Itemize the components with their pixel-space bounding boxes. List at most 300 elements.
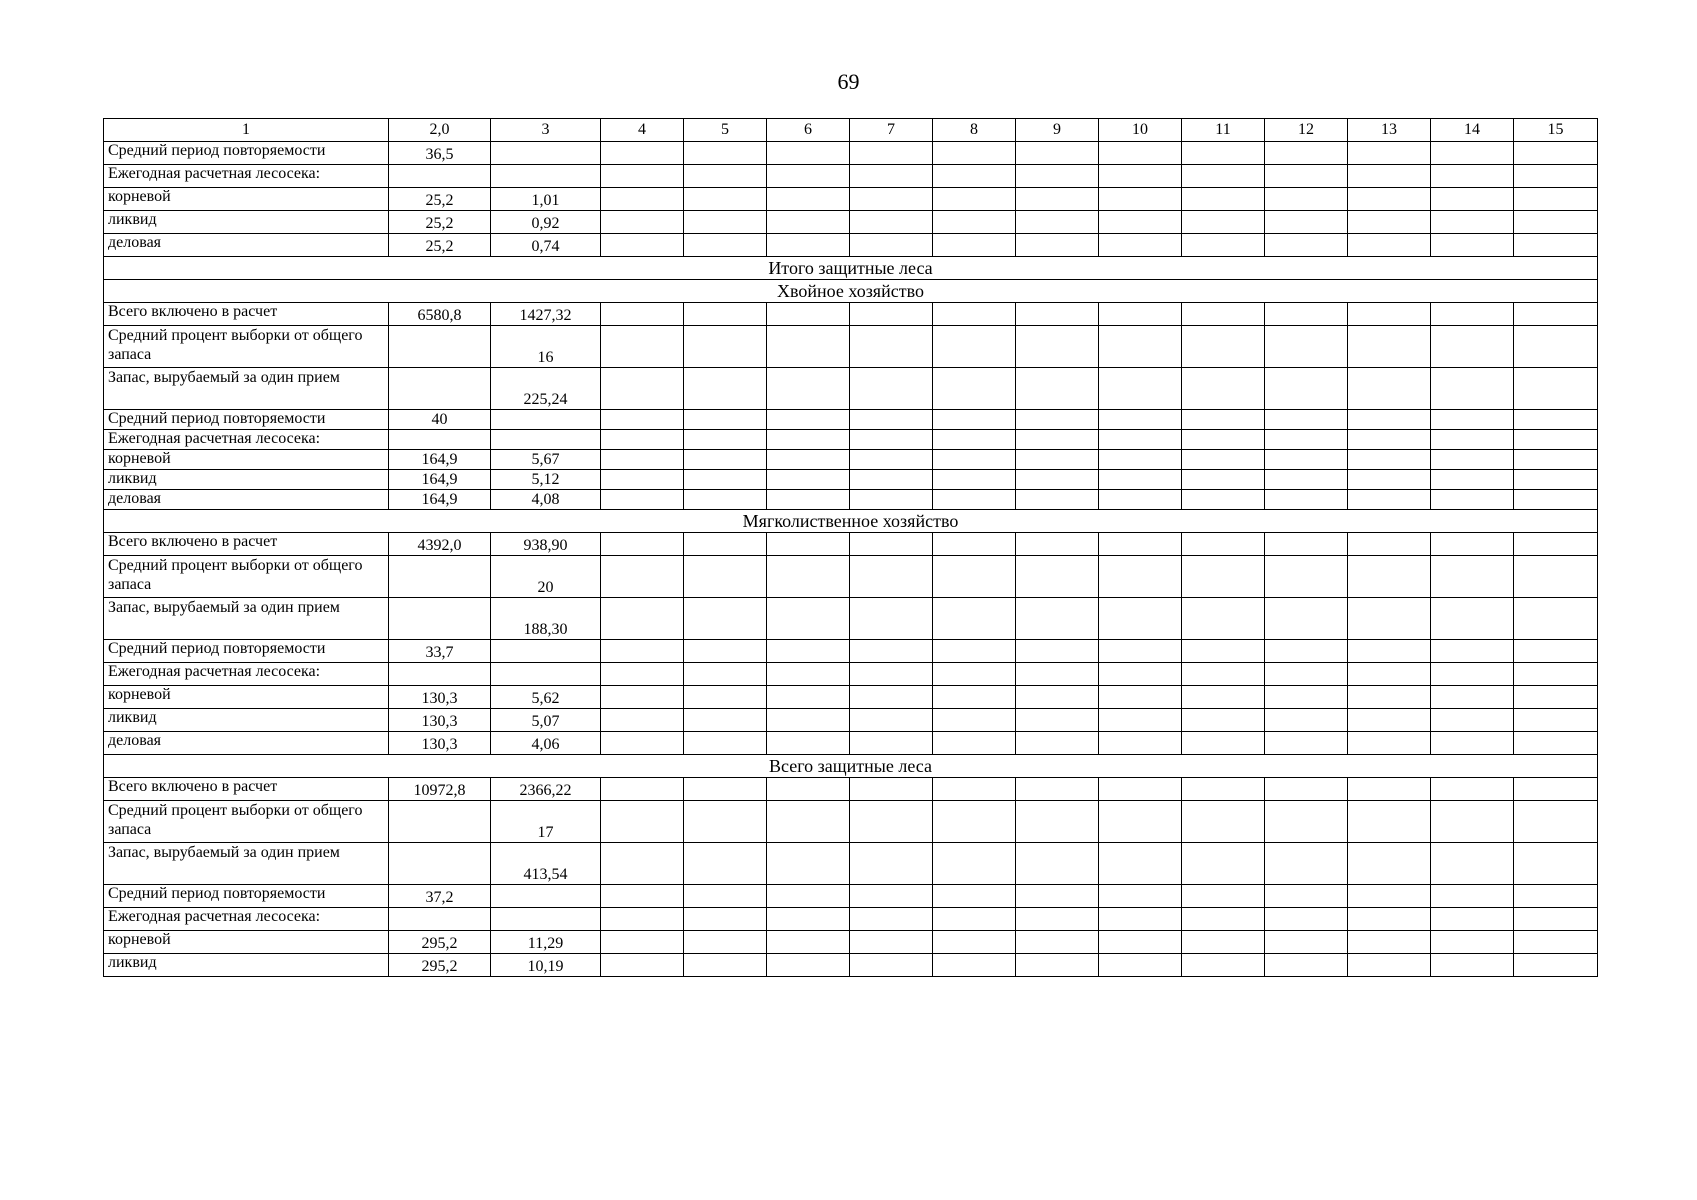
- value-cell: 5,67: [491, 450, 601, 470]
- empty-cell: [1348, 450, 1431, 470]
- empty-cell: [1182, 686, 1265, 709]
- empty-cell: [1099, 931, 1182, 954]
- empty-cell: [1099, 142, 1182, 165]
- column-header: 15: [1514, 119, 1598, 142]
- empty-cell: [1099, 326, 1182, 368]
- empty-cell: [684, 663, 767, 686]
- table-row: [104, 556, 1598, 598]
- row-label: ликвид: [104, 211, 389, 234]
- empty-cell: [601, 303, 684, 326]
- value-cell: 130,3: [389, 732, 491, 755]
- empty-cell: [767, 326, 850, 368]
- empty-cell: [767, 908, 850, 931]
- empty-cell: [1431, 598, 1514, 640]
- empty-cell: [767, 430, 850, 450]
- empty-cell: [767, 686, 850, 709]
- empty-cell: [1265, 326, 1348, 368]
- empty-cell: [684, 211, 767, 234]
- row-label: Всего включено в расчет: [104, 533, 389, 556]
- empty-cell: [601, 142, 684, 165]
- value-cell: [389, 843, 491, 885]
- empty-cell: [684, 326, 767, 368]
- empty-cell: [1182, 778, 1265, 801]
- empty-cell: [601, 885, 684, 908]
- empty-cell: [767, 533, 850, 556]
- empty-cell: [1016, 663, 1099, 686]
- empty-cell: [933, 778, 1016, 801]
- empty-cell: [601, 640, 684, 663]
- empty-cell: [933, 303, 1016, 326]
- empty-cell: [684, 303, 767, 326]
- empty-cell: [1099, 778, 1182, 801]
- empty-cell: [601, 410, 684, 430]
- empty-cell: [1099, 188, 1182, 211]
- empty-cell: [850, 598, 933, 640]
- empty-cell: [1182, 430, 1265, 450]
- empty-cell: [1016, 165, 1099, 188]
- empty-cell: [1265, 885, 1348, 908]
- empty-cell: [684, 188, 767, 211]
- value-cell: [491, 430, 601, 450]
- column-header: 9: [1016, 119, 1099, 142]
- table-row: [104, 598, 1598, 640]
- value-cell: 1,01: [491, 188, 601, 211]
- empty-cell: [684, 450, 767, 470]
- empty-cell: [1099, 165, 1182, 188]
- value-cell: 25,2: [389, 234, 491, 257]
- empty-cell: [1514, 410, 1598, 430]
- empty-cell: [601, 931, 684, 954]
- empty-cell: [1265, 368, 1348, 410]
- forest-calculation-table: [103, 118, 1598, 977]
- empty-cell: [1431, 801, 1514, 843]
- empty-cell: [1016, 430, 1099, 450]
- empty-cell: [1514, 470, 1598, 490]
- empty-cell: [1514, 640, 1598, 663]
- empty-cell: [850, 686, 933, 709]
- empty-cell: [850, 188, 933, 211]
- empty-cell: [684, 598, 767, 640]
- empty-cell: [1431, 954, 1514, 977]
- value-cell: 164,9: [389, 450, 491, 470]
- empty-cell: [684, 954, 767, 977]
- empty-cell: [601, 211, 684, 234]
- row-label: Средний период повторяемости: [104, 142, 389, 165]
- value-cell: 188,30: [491, 598, 601, 640]
- empty-cell: [1099, 843, 1182, 885]
- empty-cell: [850, 931, 933, 954]
- value-cell: 17: [491, 801, 601, 843]
- value-cell: 0,74: [491, 234, 601, 257]
- table-row: [104, 303, 1598, 326]
- empty-cell: [1348, 801, 1431, 843]
- empty-cell: [684, 931, 767, 954]
- table-row: [104, 234, 1598, 257]
- empty-cell: [1016, 801, 1099, 843]
- empty-cell: [1431, 234, 1514, 257]
- empty-cell: [1514, 142, 1598, 165]
- empty-cell: [1265, 843, 1348, 885]
- empty-cell: [1016, 843, 1099, 885]
- value-cell: 16: [491, 326, 601, 368]
- empty-cell: [1099, 640, 1182, 663]
- empty-cell: [1431, 778, 1514, 801]
- table-row: [104, 368, 1598, 410]
- value-cell: 4,08: [491, 490, 601, 510]
- empty-cell: [1265, 931, 1348, 954]
- empty-cell: [1348, 470, 1431, 490]
- row-label: Средний период повторяемости: [104, 410, 389, 430]
- empty-cell: [1182, 470, 1265, 490]
- empty-cell: [601, 709, 684, 732]
- empty-cell: [1099, 211, 1182, 234]
- row-label: Всего включено в расчет: [104, 778, 389, 801]
- empty-cell: [1182, 908, 1265, 931]
- empty-cell: [1182, 931, 1265, 954]
- empty-cell: [1431, 188, 1514, 211]
- empty-cell: [1514, 663, 1598, 686]
- empty-cell: [1016, 732, 1099, 755]
- table-row: [104, 410, 1598, 430]
- empty-cell: [933, 533, 1016, 556]
- empty-cell: [767, 234, 850, 257]
- empty-cell: [1182, 211, 1265, 234]
- value-cell: [389, 663, 491, 686]
- empty-cell: [1099, 801, 1182, 843]
- value-cell: 938,90: [491, 533, 601, 556]
- value-cell: [389, 165, 491, 188]
- empty-cell: [933, 801, 1016, 843]
- empty-cell: [1016, 598, 1099, 640]
- empty-cell: [1348, 211, 1431, 234]
- empty-cell: [933, 234, 1016, 257]
- value-cell: [491, 908, 601, 931]
- empty-cell: [601, 368, 684, 410]
- empty-cell: [684, 556, 767, 598]
- value-cell: 4392,0: [389, 533, 491, 556]
- empty-cell: [1182, 843, 1265, 885]
- empty-cell: [601, 663, 684, 686]
- empty-cell: [1099, 470, 1182, 490]
- empty-cell: [1182, 709, 1265, 732]
- empty-cell: [1182, 326, 1265, 368]
- empty-cell: [1182, 533, 1265, 556]
- empty-cell: [1099, 368, 1182, 410]
- empty-cell: [684, 234, 767, 257]
- empty-cell: [1431, 142, 1514, 165]
- empty-cell: [767, 885, 850, 908]
- section-title: Мягколиственное хозяйство: [104, 510, 1598, 533]
- empty-cell: [1431, 843, 1514, 885]
- table-row: [104, 843, 1598, 885]
- empty-cell: [601, 732, 684, 755]
- empty-cell: [1099, 954, 1182, 977]
- section-title: Всего защитные леса: [104, 755, 1598, 778]
- empty-cell: [850, 778, 933, 801]
- empty-cell: [1265, 663, 1348, 686]
- empty-cell: [1431, 640, 1514, 663]
- empty-cell: [850, 142, 933, 165]
- empty-cell: [1265, 686, 1348, 709]
- empty-cell: [933, 326, 1016, 368]
- table-row: [104, 663, 1598, 686]
- empty-cell: [1265, 470, 1348, 490]
- empty-cell: [1348, 640, 1431, 663]
- empty-cell: [767, 165, 850, 188]
- empty-cell: [1348, 533, 1431, 556]
- value-cell: 164,9: [389, 470, 491, 490]
- empty-cell: [1348, 410, 1431, 430]
- empty-cell: [601, 165, 684, 188]
- empty-cell: [1431, 885, 1514, 908]
- empty-cell: [767, 663, 850, 686]
- empty-cell: [1016, 885, 1099, 908]
- table-row: [104, 954, 1598, 977]
- empty-cell: [767, 188, 850, 211]
- value-cell: [389, 430, 491, 450]
- empty-cell: [1431, 303, 1514, 326]
- empty-cell: [601, 430, 684, 450]
- empty-cell: [1348, 368, 1431, 410]
- empty-cell: [1016, 931, 1099, 954]
- empty-cell: [1265, 556, 1348, 598]
- empty-cell: [1514, 598, 1598, 640]
- empty-cell: [1514, 801, 1598, 843]
- empty-cell: [1182, 142, 1265, 165]
- empty-cell: [1348, 556, 1431, 598]
- empty-cell: [1514, 686, 1598, 709]
- empty-cell: [933, 732, 1016, 755]
- empty-cell: [601, 801, 684, 843]
- empty-cell: [684, 640, 767, 663]
- row-label: Средний процент выборки от общего запаса: [104, 556, 389, 598]
- empty-cell: [850, 490, 933, 510]
- empty-cell: [1099, 303, 1182, 326]
- empty-cell: [850, 303, 933, 326]
- empty-cell: [601, 686, 684, 709]
- empty-cell: [1514, 931, 1598, 954]
- empty-cell: [1431, 709, 1514, 732]
- page-number: 69: [837, 69, 860, 94]
- empty-cell: [1016, 368, 1099, 410]
- empty-cell: [933, 908, 1016, 931]
- empty-cell: [1431, 430, 1514, 450]
- empty-cell: [1099, 732, 1182, 755]
- table-row: [104, 931, 1598, 954]
- empty-cell: [767, 954, 850, 977]
- empty-cell: [1265, 709, 1348, 732]
- column-header: 4: [601, 119, 684, 142]
- section-header-row: [104, 280, 1598, 303]
- value-cell: [389, 908, 491, 931]
- empty-cell: [601, 843, 684, 885]
- column-header: 5: [684, 119, 767, 142]
- row-label: корневой: [104, 450, 389, 470]
- empty-cell: [1514, 211, 1598, 234]
- empty-cell: [1514, 556, 1598, 598]
- row-label: Средний период повторяемости: [104, 885, 389, 908]
- row-label: Средний процент выборки от общего запаса: [104, 326, 389, 368]
- value-cell: 25,2: [389, 188, 491, 211]
- empty-cell: [1016, 640, 1099, 663]
- empty-cell: [1431, 533, 1514, 556]
- empty-cell: [1514, 234, 1598, 257]
- empty-cell: [1099, 663, 1182, 686]
- empty-cell: [684, 709, 767, 732]
- empty-cell: [1099, 490, 1182, 510]
- table-row: [104, 908, 1598, 931]
- empty-cell: [767, 801, 850, 843]
- empty-cell: [1431, 410, 1514, 430]
- empty-cell: [1431, 556, 1514, 598]
- empty-cell: [1348, 490, 1431, 510]
- table-body: [104, 142, 1598, 977]
- empty-cell: [1265, 778, 1348, 801]
- table-row: [104, 211, 1598, 234]
- column-header: 10: [1099, 119, 1182, 142]
- empty-cell: [1182, 234, 1265, 257]
- empty-cell: [1016, 686, 1099, 709]
- value-cell: [491, 885, 601, 908]
- empty-cell: [1182, 410, 1265, 430]
- value-cell: 164,9: [389, 490, 491, 510]
- empty-cell: [1182, 165, 1265, 188]
- value-cell: 37,2: [389, 885, 491, 908]
- empty-cell: [850, 470, 933, 490]
- value-cell: 413,54: [491, 843, 601, 885]
- empty-cell: [1182, 556, 1265, 598]
- empty-cell: [1348, 908, 1431, 931]
- empty-cell: [1514, 490, 1598, 510]
- empty-cell: [1016, 490, 1099, 510]
- column-header: 3: [491, 119, 601, 142]
- empty-cell: [684, 410, 767, 430]
- empty-cell: [1431, 732, 1514, 755]
- empty-cell: [1514, 732, 1598, 755]
- empty-cell: [1514, 908, 1598, 931]
- empty-cell: [1265, 303, 1348, 326]
- empty-cell: [601, 533, 684, 556]
- empty-cell: [850, 533, 933, 556]
- value-cell: [491, 663, 601, 686]
- table-row: [104, 533, 1598, 556]
- empty-cell: [1431, 450, 1514, 470]
- empty-cell: [684, 686, 767, 709]
- empty-cell: [1182, 368, 1265, 410]
- column-header: 1: [104, 119, 389, 142]
- value-cell: 225,24: [491, 368, 601, 410]
- row-label: деловая: [104, 732, 389, 755]
- section-title: Хвойное хозяйство: [104, 280, 1598, 303]
- empty-cell: [767, 211, 850, 234]
- column-header: 2,0: [389, 119, 491, 142]
- row-label: Ежегодная расчетная лесосека:: [104, 663, 389, 686]
- empty-cell: [1348, 303, 1431, 326]
- empty-cell: [1431, 686, 1514, 709]
- empty-cell: [933, 470, 1016, 490]
- value-cell: 10,19: [491, 954, 601, 977]
- row-label: Ежегодная расчетная лесосека:: [104, 430, 389, 450]
- section-header-row: [104, 755, 1598, 778]
- value-cell: 36,5: [389, 142, 491, 165]
- empty-cell: [684, 801, 767, 843]
- empty-cell: [1016, 303, 1099, 326]
- empty-cell: [1514, 326, 1598, 368]
- empty-cell: [1182, 663, 1265, 686]
- empty-cell: [684, 470, 767, 490]
- empty-cell: [601, 470, 684, 490]
- empty-cell: [850, 556, 933, 598]
- empty-cell: [1348, 188, 1431, 211]
- column-header: 8: [933, 119, 1016, 142]
- empty-cell: [1099, 556, 1182, 598]
- table-row: [104, 490, 1598, 510]
- column-header: 14: [1431, 119, 1514, 142]
- empty-cell: [1016, 326, 1099, 368]
- empty-cell: [601, 450, 684, 470]
- row-label: Ежегодная расчетная лесосека:: [104, 165, 389, 188]
- empty-cell: [684, 368, 767, 410]
- empty-cell: [850, 801, 933, 843]
- empty-cell: [1265, 165, 1348, 188]
- empty-cell: [1265, 640, 1348, 663]
- empty-cell: [601, 954, 684, 977]
- empty-cell: [1099, 450, 1182, 470]
- empty-cell: [1348, 142, 1431, 165]
- empty-cell: [1265, 211, 1348, 234]
- empty-cell: [1431, 908, 1514, 931]
- empty-cell: [1016, 778, 1099, 801]
- empty-cell: [1016, 234, 1099, 257]
- empty-cell: [767, 142, 850, 165]
- table-row: [104, 188, 1598, 211]
- empty-cell: [1431, 368, 1514, 410]
- empty-cell: [933, 211, 1016, 234]
- row-label: деловая: [104, 234, 389, 257]
- empty-cell: [1099, 533, 1182, 556]
- row-label: Запас, вырубаемый за один прием: [104, 598, 389, 640]
- empty-cell: [933, 450, 1016, 470]
- table-row: [104, 326, 1598, 368]
- empty-cell: [850, 410, 933, 430]
- empty-cell: [767, 732, 850, 755]
- empty-cell: [1265, 410, 1348, 430]
- empty-cell: [684, 778, 767, 801]
- empty-cell: [1265, 188, 1348, 211]
- empty-cell: [767, 450, 850, 470]
- row-label: Запас, вырубаемый за один прием: [104, 368, 389, 410]
- empty-cell: [933, 188, 1016, 211]
- empty-cell: [1182, 303, 1265, 326]
- empty-cell: [1514, 165, 1598, 188]
- value-cell: 5,12: [491, 470, 601, 490]
- empty-cell: [601, 908, 684, 931]
- empty-cell: [933, 709, 1016, 732]
- value-cell: 2366,22: [491, 778, 601, 801]
- column-header: 13: [1348, 119, 1431, 142]
- value-cell: [389, 326, 491, 368]
- empty-cell: [850, 954, 933, 977]
- empty-cell: [1182, 598, 1265, 640]
- section-header-row: [104, 257, 1598, 280]
- header-row: [104, 119, 1598, 142]
- empty-cell: [1182, 954, 1265, 977]
- empty-cell: [1016, 556, 1099, 598]
- empty-cell: [1265, 142, 1348, 165]
- empty-cell: [1265, 908, 1348, 931]
- empty-cell: [850, 326, 933, 368]
- table-row: [104, 885, 1598, 908]
